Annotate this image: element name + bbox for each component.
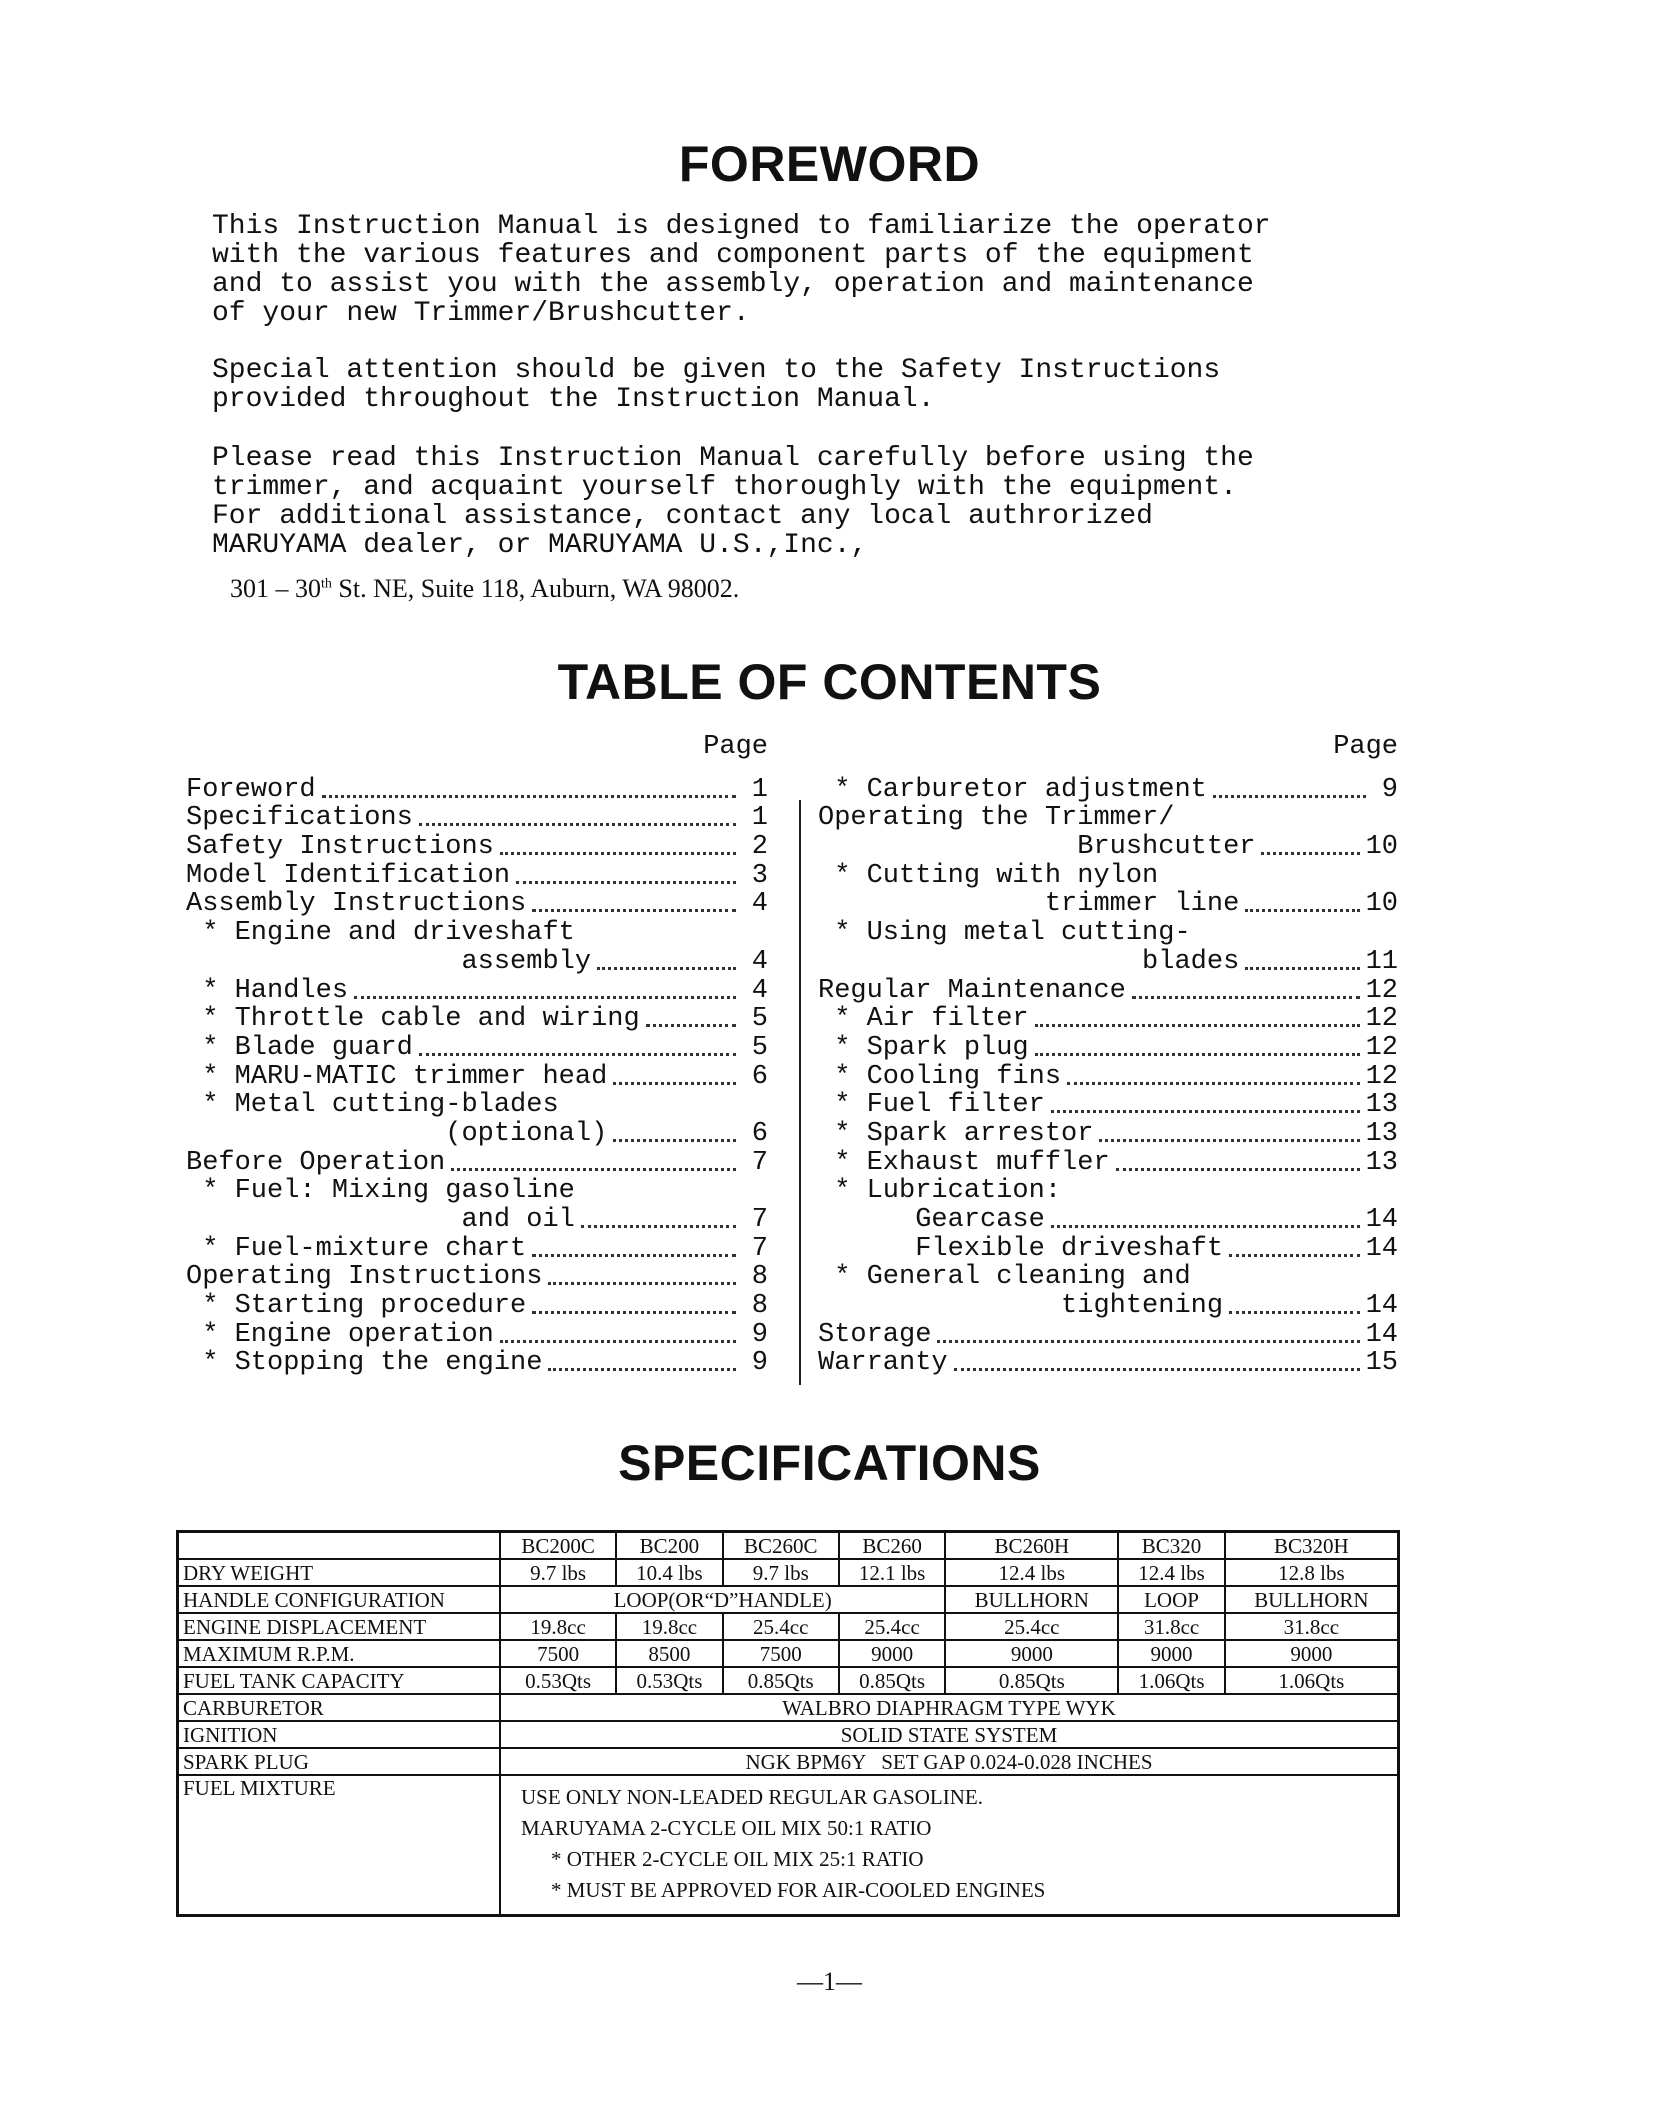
toc-entry	[186, 1292, 768, 1321]
toc-dot-leader	[1245, 909, 1359, 912]
toc-entry-page: 13	[1365, 1090, 1398, 1121]
fuel-mixture-line: MARUYAMA 2-CYCLE OIL MIX 50:1 RATIO	[521, 1816, 932, 1840]
toc-entry-title: Safety Instructions	[186, 832, 494, 863]
toc-entry-title: trimmer line	[818, 889, 1240, 920]
toc-entry-title: * Throttle cable and wiring	[186, 1004, 640, 1035]
table-cell: 10.4 lbs	[616, 1559, 722, 1586]
row-label: FUEL TANK CAPACITY	[178, 1667, 501, 1694]
table-cell: 1.06Qts	[1118, 1667, 1224, 1694]
table-cell: 9000	[1225, 1640, 1399, 1667]
table-cell: 9.7 lbs	[500, 1559, 616, 1586]
toc-entry	[186, 977, 768, 1006]
toc-entry-page: 5	[751, 1032, 768, 1063]
toc-dot-leader	[1229, 1311, 1360, 1314]
toc-dot-leader	[1035, 1024, 1360, 1027]
toc-entry-page: 4	[751, 946, 768, 977]
toc-entry-title: * Engine operation	[186, 1319, 494, 1350]
table-cell: 12.4 lbs	[1118, 1559, 1224, 1586]
toc-entry-page: 6	[751, 1061, 768, 1092]
toc-entry	[186, 1264, 768, 1293]
model-header: BC260C	[723, 1532, 839, 1560]
toc-entry-title: * Fuel filter	[818, 1090, 1045, 1121]
toc-entry	[186, 1092, 768, 1121]
row-label: CARBURETOR	[178, 1694, 501, 1721]
foreword-paragraph-3: Please read this Instruction Manual carefully before using the trimmer, and acquaint yourself thoroughly with the equipment. For additional assistance, contact any local authrorized MARUYAMA dealer, or MARUYAMA U.S.,Inc.,	[212, 443, 1254, 561]
toc-entry	[818, 1235, 1398, 1264]
toc-dot-leader	[419, 1053, 736, 1056]
toc-entry	[186, 891, 768, 920]
toc-entry-title: * Metal cutting-blades	[186, 1090, 559, 1121]
toc-entry	[818, 919, 1398, 948]
toc-entry	[186, 862, 768, 891]
toc-dot-leader	[1051, 1225, 1360, 1228]
table-row	[178, 1640, 1399, 1667]
toc-title: TABLE OF CONTENTS	[557, 654, 1102, 710]
toc-entry	[186, 1321, 768, 1350]
toc-dot-leader	[1213, 795, 1366, 798]
toc-entry-title: * Handles	[186, 975, 349, 1006]
table-cell: LOOP	[1118, 1586, 1224, 1613]
toc-right-column	[818, 732, 1398, 1378]
table-cell: 31.8cc	[1225, 1613, 1399, 1640]
toc-entry-title: Flexible driveshaft	[818, 1233, 1224, 1264]
toc-entry	[818, 977, 1398, 1006]
toc-entry-page: 11	[1365, 946, 1398, 977]
toc-dot-leader	[419, 823, 736, 826]
toc-entry-title: * Lubrication:	[818, 1176, 1062, 1207]
toc-entry-page: 6	[751, 1118, 768, 1149]
address-ordinal: th	[321, 576, 332, 592]
specifications-table	[176, 1530, 1400, 1917]
table-row	[178, 1586, 1399, 1613]
row-label: SPARK PLUG	[178, 1748, 501, 1775]
model-header: BC200	[616, 1532, 722, 1560]
toc-entry-title: Operating Instructions	[186, 1262, 543, 1293]
toc-entry	[186, 1235, 768, 1264]
toc-entry-title: * Carburetor adjustment	[818, 774, 1207, 805]
toc-entry-page: 4	[751, 889, 768, 920]
toc-entry-title: Specifications	[186, 803, 413, 834]
toc-entry-page: 14	[1365, 1319, 1398, 1350]
toc-dot-leader	[613, 1082, 736, 1085]
model-header: BC260H	[945, 1532, 1118, 1560]
toc-dot-leader	[1051, 1110, 1360, 1113]
toc-entry	[818, 833, 1398, 862]
toc-entry-page: 1	[751, 803, 768, 834]
toc-entry-page: 7	[751, 1233, 768, 1264]
toc-dot-leader	[1245, 967, 1359, 970]
toc-entry	[818, 1206, 1398, 1235]
address-street: St. NE, Suite 118, Auburn, WA 98002.	[331, 574, 740, 603]
toc-page-header: Page	[1333, 732, 1398, 762]
toc-entry	[818, 776, 1398, 805]
toc-entry-title: Brushcutter	[818, 832, 1256, 863]
toc-entry-title: * Engine and driveshaft	[186, 918, 575, 949]
toc-entry-title: * Exhaust muffler	[818, 1147, 1110, 1178]
toc-entry	[818, 805, 1398, 834]
toc-entry-title: tightening	[818, 1291, 1224, 1322]
toc-entry-title: Model Identification	[186, 860, 511, 891]
toc-page-header: Page	[703, 732, 768, 762]
toc-entry-page: 13	[1365, 1118, 1398, 1149]
table-cell: 9000	[945, 1640, 1118, 1667]
toc-entry-title: * Spark plug	[818, 1032, 1029, 1063]
toc-entry-page: 10	[1365, 832, 1398, 863]
toc-dot-leader	[646, 1024, 736, 1027]
page-number: —1—	[797, 1967, 862, 1996]
toc-dot-leader	[322, 795, 736, 798]
toc-entry-title: Warranty	[818, 1348, 948, 1379]
toc-entry	[818, 1034, 1398, 1063]
company-address	[230, 574, 739, 604]
toc-entry-title: * Spark arrestor	[818, 1118, 1094, 1149]
toc-dot-leader	[354, 996, 736, 999]
table-cell: 12.4 lbs	[945, 1559, 1118, 1586]
toc-dot-leader	[1132, 996, 1360, 999]
table-row	[178, 1721, 1399, 1748]
toc-entry-title: Operating the Trimmer/	[818, 803, 1175, 834]
model-header: BC320H	[1225, 1532, 1399, 1560]
table-corner-cell	[178, 1532, 501, 1560]
fuel-mixture-line: USE ONLY NON-LEADED REGULAR GASOLINE.	[521, 1785, 983, 1809]
table-cell: 9000	[1118, 1640, 1224, 1667]
table-row	[178, 1667, 1399, 1694]
table-cell: 0.85Qts	[723, 1667, 839, 1694]
toc-entry-title: assembly	[186, 946, 592, 977]
toc-entry-title: Assembly Instructions	[186, 889, 527, 920]
toc-entry-title: * Fuel-mixture chart	[186, 1233, 527, 1264]
toc-entry	[186, 776, 768, 805]
toc-dot-leader	[937, 1340, 1359, 1343]
toc-entry	[818, 1292, 1398, 1321]
toc-entry-page: 7	[751, 1205, 768, 1235]
toc-entry-page: 1	[751, 774, 768, 805]
toc-dot-leader	[532, 1254, 736, 1257]
toc-entry	[186, 948, 768, 977]
toc-entry	[818, 1063, 1398, 1092]
toc-dot-leader	[581, 1225, 736, 1228]
table-cell: 12.1 lbs	[839, 1559, 945, 1586]
table-cell: NGK BPM6Y SET GAP 0.024-0.028 INCHES	[500, 1748, 1399, 1775]
toc-entry-page: 4	[751, 975, 768, 1006]
table-cell: BULLHORN	[945, 1586, 1118, 1613]
model-header: BC320	[1118, 1532, 1224, 1560]
toc-dot-leader	[1229, 1254, 1360, 1257]
row-label: DRY WEIGHT	[178, 1559, 501, 1586]
table-cell: LOOP(OR“D”HANDLE)	[500, 1586, 945, 1613]
table-row	[178, 1613, 1399, 1640]
toc-entry-title: and oil	[186, 1205, 575, 1235]
toc-entry	[186, 1034, 768, 1063]
toc-dot-leader	[1261, 852, 1359, 855]
toc-entry	[818, 948, 1398, 977]
toc-entry	[186, 1178, 768, 1207]
table-cell: 9000	[839, 1640, 945, 1667]
table-cell: 19.8cc	[500, 1613, 616, 1640]
fuel-mixture-line: * MUST BE APPROVED FOR AIR-COOLED ENGINES	[551, 1878, 1046, 1902]
toc-entry-title: blades	[818, 946, 1240, 977]
toc-entry-page: 14	[1365, 1291, 1398, 1322]
table-row	[178, 1559, 1399, 1586]
toc-entry-page: 14	[1365, 1205, 1398, 1235]
toc-dot-leader	[954, 1368, 1360, 1371]
toc-entry	[818, 891, 1398, 920]
toc-entry-page: 13	[1365, 1147, 1398, 1178]
row-label: MAXIMUM R.P.M.	[178, 1640, 501, 1667]
table-cell: SOLID STATE SYSTEM	[500, 1721, 1399, 1748]
toc-entry-title: * Starting procedure	[186, 1291, 527, 1322]
toc-entry-page: 14	[1365, 1233, 1398, 1264]
toc-left-column	[186, 732, 768, 1378]
toc-entry-title: * Cooling fins	[818, 1061, 1062, 1092]
toc-dot-leader	[1067, 1082, 1360, 1085]
toc-entry-page: 8	[751, 1262, 768, 1293]
toc-entry-title: (optional)	[186, 1118, 608, 1149]
row-label: ENGINE DISPLACEMENT	[178, 1613, 501, 1640]
toc-entry-page: 10	[1365, 889, 1398, 920]
toc-entry	[186, 1206, 768, 1235]
model-header: BC260	[839, 1532, 945, 1560]
toc-entry-page: 2	[751, 832, 768, 863]
table-cell: 7500	[500, 1640, 616, 1667]
toc-entry-page: 12	[1365, 975, 1398, 1006]
table-cell: 7500	[723, 1640, 839, 1667]
toc-entry-page: 12	[1365, 1004, 1398, 1035]
toc-entry-title: * Fuel: Mixing gasoline	[186, 1176, 575, 1207]
table-cell: 12.8 lbs	[1225, 1559, 1399, 1586]
toc-dot-leader	[1035, 1053, 1360, 1056]
toc-entry-title: * Blade guard	[186, 1032, 413, 1063]
fuel-mixture-cell	[500, 1775, 1399, 1915]
row-label: IGNITION	[178, 1721, 501, 1748]
toc-dot-leader	[500, 1340, 736, 1343]
toc-entry-page: 7	[751, 1147, 768, 1178]
table-cell: 0.53Qts	[500, 1667, 616, 1694]
toc-entry	[186, 919, 768, 948]
toc-entry	[186, 805, 768, 834]
foreword-paragraph-1: This Instruction Manual is designed to familiarize the operator with the various features and component parts of the equipment and to assist you with the assembly, operation and maintenance of your new Trimmer/Brushcutter.	[212, 211, 1271, 329]
toc-entry-page: 9	[751, 1319, 768, 1350]
toc-dot-leader	[516, 881, 736, 884]
toc-entry-title: Storage	[818, 1319, 932, 1350]
toc-entry-title: Before Operation	[186, 1147, 446, 1178]
toc-entry-page: 3	[751, 860, 768, 891]
toc-dot-leader	[532, 909, 736, 912]
toc-entry-title: * Air filter	[818, 1004, 1029, 1035]
fuel-mixture-line: * OTHER 2-CYCLE OIL MIX 25:1 RATIO	[551, 1847, 924, 1871]
toc-entry-title: Gearcase	[818, 1205, 1045, 1235]
table-cell: 31.8cc	[1118, 1613, 1224, 1640]
table-row	[178, 1775, 1399, 1915]
toc-entry	[818, 1092, 1398, 1121]
toc-entry	[186, 833, 768, 862]
toc-dot-leader	[451, 1168, 736, 1171]
table-cell: 25.4cc	[723, 1613, 839, 1640]
toc-dot-leader	[500, 852, 736, 855]
specifications-title: SPECIFICATIONS	[618, 1435, 1041, 1491]
foreword-paragraph-2: Special attention should be given to the Safety Instructions provided throughout the Instruction Manual.	[212, 355, 1221, 415]
toc-entry-page: 5	[751, 1004, 768, 1035]
toc-entry	[186, 1006, 768, 1035]
toc-entry	[818, 1264, 1398, 1293]
toc-entry-page: 12	[1365, 1032, 1398, 1063]
toc-entry-page: 8	[751, 1291, 768, 1322]
toc-entry	[818, 1149, 1398, 1178]
toc-entry-title: * MARU-MATIC trimmer head	[186, 1061, 608, 1092]
toc-entry	[186, 1350, 768, 1379]
toc-entry	[186, 1149, 768, 1178]
toc-dot-leader	[1116, 1168, 1360, 1171]
toc-entry	[818, 1178, 1398, 1207]
toc-entry-title: * General cleaning and	[818, 1262, 1191, 1293]
toc-entry-title: Foreword	[186, 774, 316, 805]
table-row	[178, 1748, 1399, 1775]
table-row	[178, 1694, 1399, 1721]
toc-dot-leader	[613, 1139, 736, 1142]
table-cell: 0.85Qts	[945, 1667, 1118, 1694]
table-cell: BULLHORN	[1225, 1586, 1399, 1613]
toc-entry-title: * Using metal cutting-	[818, 918, 1191, 949]
table-row	[178, 1532, 1399, 1560]
toc-dot-leader	[532, 1311, 736, 1314]
toc-entry-page: 9	[751, 1348, 768, 1379]
table-cell: 19.8cc	[616, 1613, 722, 1640]
toc-entry-page: 15	[1365, 1348, 1398, 1379]
toc-entry-title: * Stopping the engine	[186, 1348, 543, 1379]
toc-entry-title: * Cutting with nylon	[818, 860, 1159, 891]
toc-dot-leader	[548, 1282, 736, 1285]
table-cell: 0.85Qts	[839, 1667, 945, 1694]
model-header: BC200C	[500, 1532, 616, 1560]
toc-entry	[818, 1321, 1398, 1350]
table-cell: 8500	[616, 1640, 722, 1667]
toc-entry	[186, 1063, 768, 1092]
toc-entry	[818, 862, 1398, 891]
toc-dot-leader	[548, 1368, 736, 1371]
toc-entry	[818, 1350, 1398, 1379]
toc-divider	[799, 800, 801, 1385]
toc-entry	[818, 1006, 1398, 1035]
table-cell: 25.4cc	[839, 1613, 945, 1640]
toc-dot-leader	[1099, 1139, 1359, 1142]
address-number: 301 – 30	[230, 574, 321, 603]
toc-dot-leader	[597, 967, 736, 970]
toc-entry-page: 9	[1381, 774, 1398, 805]
toc-entry-title: Regular Maintenance	[818, 975, 1126, 1006]
table-cell: 9.7 lbs	[723, 1559, 839, 1586]
table-cell: 0.53Qts	[616, 1667, 722, 1694]
row-label: FUEL MIXTURE	[178, 1775, 501, 1915]
table-cell: 25.4cc	[945, 1613, 1118, 1640]
table-cell: 1.06Qts	[1225, 1667, 1399, 1694]
toc-entry	[186, 1120, 768, 1149]
toc-entry-page: 12	[1365, 1061, 1398, 1092]
row-label: HANDLE CONFIGURATION	[178, 1586, 501, 1613]
foreword-title: FOREWORD	[678, 136, 981, 192]
toc-entry	[818, 1120, 1398, 1149]
table-cell: WALBRO DIAPHRAGM TYPE WYK	[500, 1694, 1399, 1721]
